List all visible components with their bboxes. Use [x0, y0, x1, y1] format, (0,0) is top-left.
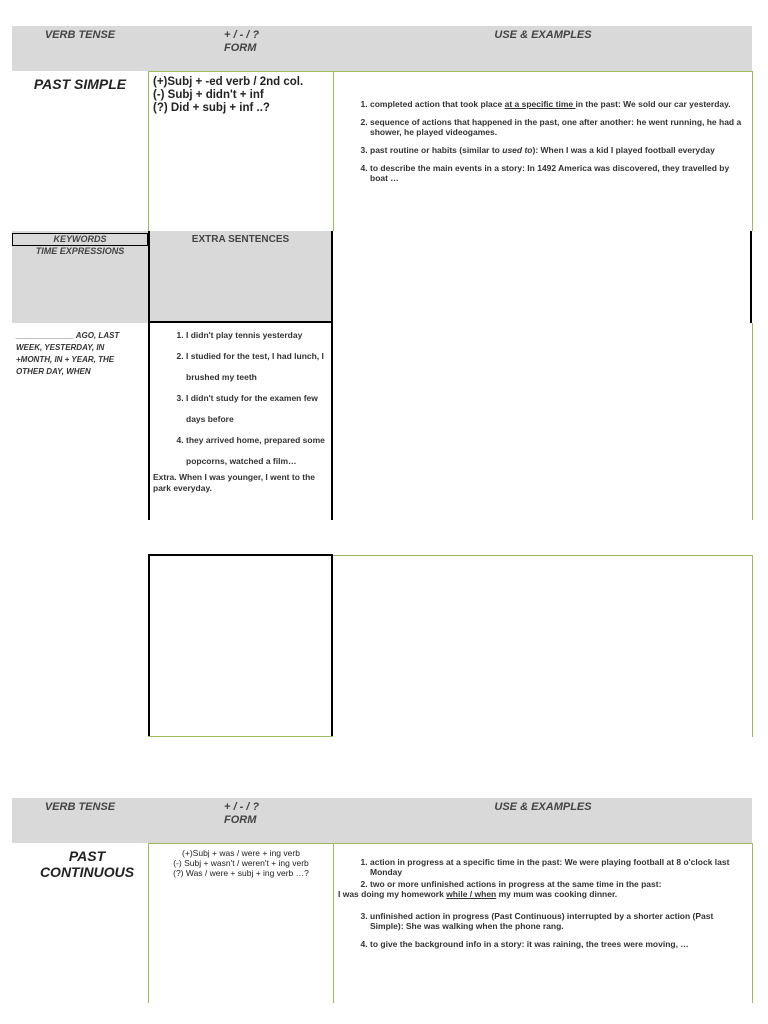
form-line: (-) Subj + didn't + inf — [153, 89, 264, 101]
table1-col-divider — [148, 71, 149, 231]
empty-section-rule — [333, 555, 752, 556]
uses-list — [334, 857, 746, 889]
uses-list — [334, 99, 746, 183]
empty-box — [148, 554, 333, 737]
extra-sentences-header: EXTRA SENTENCES — [191, 234, 290, 245]
table1-rule — [148, 71, 752, 72]
table2-rule — [148, 843, 752, 844]
thick-rule-right — [750, 231, 752, 323]
form-line: (+)Subj + -ed verb / 2nd col. — [153, 76, 304, 88]
header-form-symbols: + / - / ? — [224, 801, 260, 813]
table1-right-edge — [752, 71, 753, 231]
empty-section-bottom — [148, 736, 333, 737]
table2-right-edge — [752, 843, 753, 1003]
tense-past-simple: PAST SIMPLE — [33, 76, 127, 92]
use-item: 1. action in progress at a specific time in the past: We were playing football at 8 o'clock last Monday — [370, 857, 746, 877]
extra-sentences-list — [150, 325, 331, 472]
extra-sentence: 2. I studied for the test, I had lunch, I brushed my teeth — [186, 346, 327, 388]
extra-note: Extra. When I was younger, I went to the park everyday. — [153, 472, 315, 493]
tense-line: CONTINUOUS — [39, 864, 135, 880]
header-form-symbols: + / - / ? — [224, 29, 260, 41]
uses-cell — [334, 857, 746, 957]
extra-sentences-cell — [148, 323, 333, 520]
use-item: 3. unfinished action in progress (Past Continuous) interrupted by a shorter action (Past Simple): She was walking when the phone rang. — [370, 911, 746, 931]
extra-sentence: 3. I didn't study for the examen few days before — [186, 388, 327, 430]
use-item: 3. past routine or habits (similar to used to): When I was a kid I played football everyday — [370, 145, 746, 155]
tense-line: PAST — [68, 848, 106, 864]
time-expressions-header: TIME EXPRESSIONS — [35, 246, 125, 256]
extra-sentence: 4. they arrived home, prepared some popcorns, watched a film… — [186, 430, 327, 472]
header-form: FORM — [224, 42, 257, 54]
tense-past-continuous — [12, 848, 162, 880]
uses-cell — [334, 99, 746, 191]
header-verb-tense: VERB TENSE — [44, 29, 116, 41]
form-cell — [150, 848, 332, 878]
uses-list-cont — [334, 911, 746, 949]
form-line: (?) Was / were + subj + ing verb …? — [173, 868, 309, 878]
keywords-header: KEYWORDS — [53, 234, 107, 244]
use-item: 1. completed action that took place at a specific time in the past: We sold our car yesterday. — [370, 99, 746, 109]
header-form: FORM — [224, 814, 257, 826]
use-continuation: I was doing my homework while / when my mum was cooking dinner. — [338, 889, 618, 899]
use-item: 4. to give the background info in a story: it was raining, the trees were moving, … — [370, 939, 746, 949]
empty-section-right-edge — [752, 555, 753, 737]
header-use-examples: USE & EXAMPLES — [494, 29, 592, 41]
header-use-examples: USE & EXAMPLES — [494, 801, 592, 813]
keywords-text: _____________ AGO, LAST WEEK, YESTERDAY, IN +MONTH, IN + YEAR, THE OTHER DAY, WHEN — [16, 331, 120, 376]
use-item: 2. two or more unfinished actions in progress at the same time in the past: — [370, 879, 746, 889]
table1-right-edge-lower — [752, 323, 753, 520]
use-item: 2. sequence of actions that happened in the past, one after another: he went running, he had a shower, he played videogames. — [370, 117, 746, 137]
form-line: (+)Subj + was / were + ing verb — [182, 848, 300, 858]
form-line: (?) Did + subj + inf ..? — [153, 102, 270, 114]
extra-sentence: 1. I didn't play tennis yesterday — [186, 325, 327, 346]
form-line: (-) Subj + wasn't / weren't + ing verb — [173, 858, 309, 868]
form-cell — [153, 76, 331, 115]
use-item: 4. to describe the main events in a story: In 1492 America was discovered, they travelled by boat … — [370, 163, 746, 183]
header-verb-tense: VERB TENSE — [44, 801, 116, 813]
